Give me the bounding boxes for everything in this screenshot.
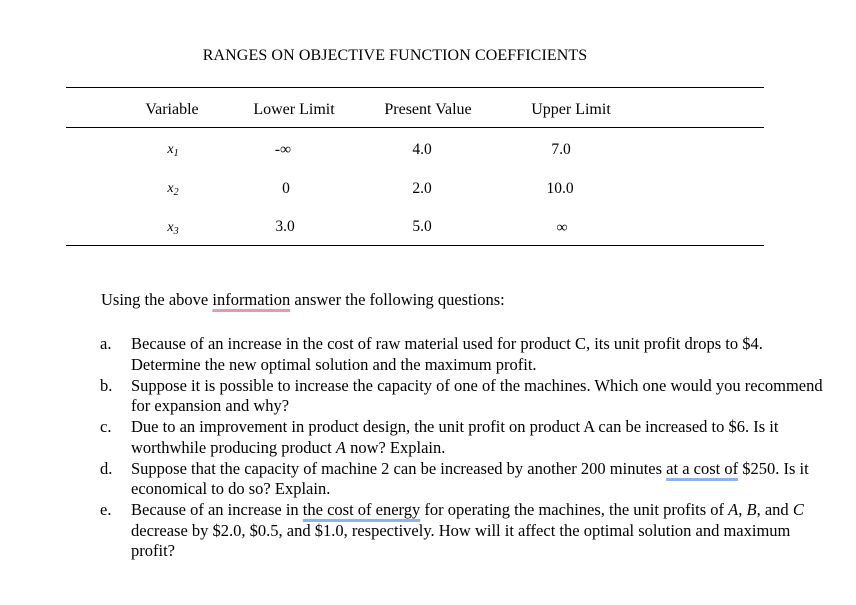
table-row-2-lower: 0 <box>282 180 290 197</box>
table-bottom-rule <box>66 245 764 246</box>
column-header-lower-limit: Lower Limit <box>253 101 335 118</box>
table-title: RANGES ON OBJECTIVE FUNCTION COEFFICIENTS <box>202 47 588 64</box>
table-row-3-variable: $x_3$ <box>167 220 179 237</box>
table-row-2-variable: $x_2$ <box>167 181 179 198</box>
question-c: c. Due to an improvement in product design, the unit profit on product A can be increased to $6. Is it worthwhile producing product A now? Explain. <box>100 417 779 457</box>
grammar-flag-cost-of-energy: the cost of energy <box>302 500 421 519</box>
column-header-present-value: Present Value <box>384 101 472 118</box>
table-row-1-present: 4.0 <box>412 141 432 158</box>
grammar-flag-at-a-cost-of: at a cost of <box>666 458 739 478</box>
table-row-2-upper: 10.0 <box>546 180 574 197</box>
table-row-2-present: 2.0 <box>412 180 432 197</box>
intro-text: Using the above information answer the following questions: <box>101 290 505 309</box>
question-e: e. Because of an increase in the cost of energy for operating the machines, the unit profits of A, B, and C decrease by $2.0, $0.5, and $1.0, respectively. How will it affect the optimal solution and maximum profit? <box>100 500 804 560</box>
table-row-3-upper: ∞ <box>556 219 568 236</box>
table-row-3-lower: 3.0 <box>275 218 295 235</box>
question-b: b. Suppose it is possible to increase the capacity of one of the machines. Which one would you recommend for expansion and why? <box>100 375 823 415</box>
table-row-1-variable: $x_1$ <box>167 142 179 159</box>
table-row-1-lower: -∞ <box>274 141 292 158</box>
column-header-upper-limit: Upper Limit <box>531 101 611 118</box>
question-a: a. Because of an increase in the cost of raw material used for product C, its unit profit drops to $4. Determine the new optimal solution and the maximum profit. <box>100 334 763 374</box>
question-d: d. Suppose that the capacity of machine 2 can be increased by another 200 minutes at a cost of $250. Is it economical to do so? Explain. <box>100 458 809 498</box>
table-header-rule <box>66 127 764 128</box>
table-row-1-upper: 7.0 <box>551 141 571 158</box>
spell-flag-information: information <box>212 290 291 309</box>
table-row-3-present: 5.0 <box>412 218 432 235</box>
table-top-rule <box>66 87 764 88</box>
column-header-variable: Variable <box>145 101 199 118</box>
question-list <box>100 334 830 562</box>
